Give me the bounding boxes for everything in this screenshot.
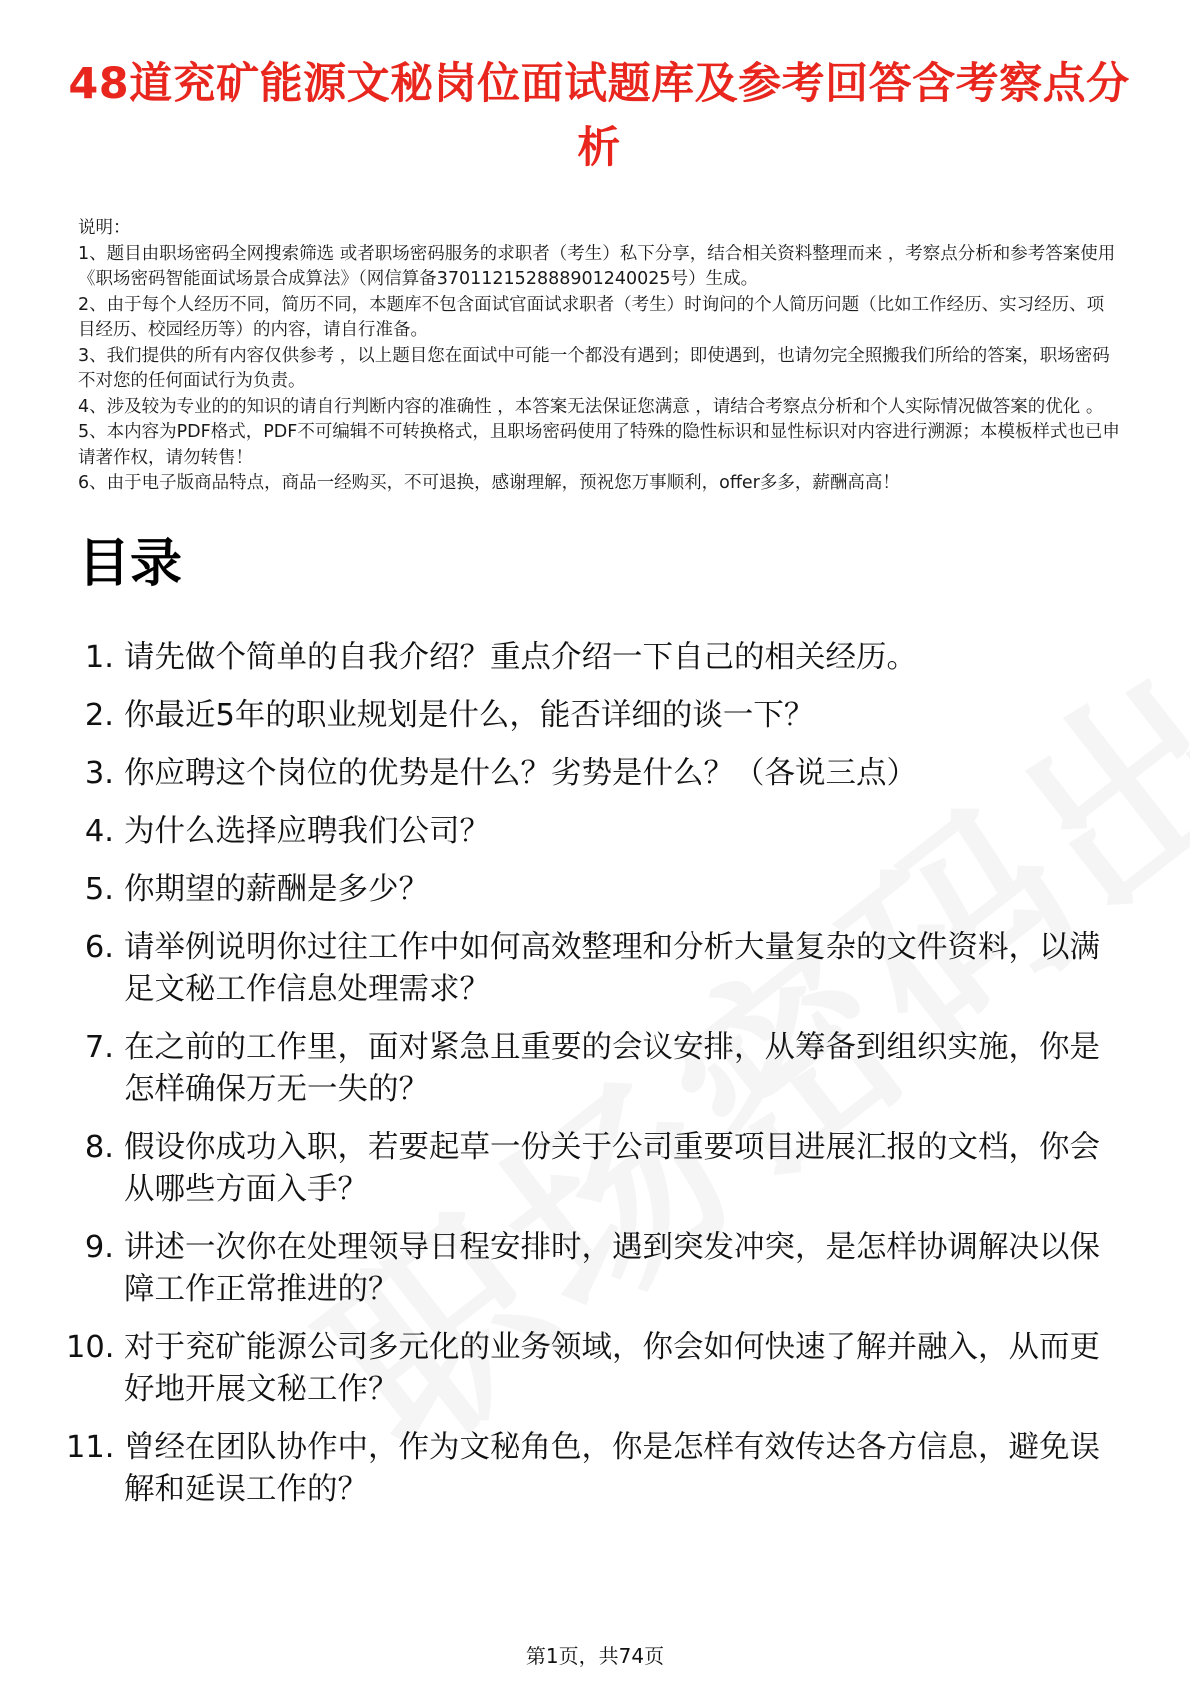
question-text: 对于兖矿能源公司多元化的业务领域，你会如何快速了解并融入，从而更好地开展文秘工作？ [124,1329,1100,1407]
question-number: 5. [84,871,114,907]
note-item-4: 4、涉及较为专业的的知识的请自行判断内容的准确性 ，本答案无法保证您满意 ，请结合考察点分析和个人实际情况做答案的优化 。 [78,396,1104,417]
question-number: 8. [84,1129,114,1165]
document-title: 48道兖矿能源文秘岗位面试题库及参考回答含考察点分析 [68,59,1130,173]
question-text: 曾经在团队协作中，作为文秘角色，你是怎样有效传达各方信息，避免误解和延误工作的？ [124,1429,1100,1507]
question-item-7[interactable] [78,1027,1120,1111]
question-text: 你最近5年的职业规划是什么，能否详细的谈一下？ [124,697,815,733]
question-item-2[interactable] [78,695,1120,737]
question-number: 1. [84,639,114,675]
toc-heading: 目录 [78,533,183,594]
question-list [66,637,1120,1511]
question-item-9[interactable] [78,1227,1120,1311]
question-item-5[interactable] [78,869,1120,911]
notes-heading: 说明： [78,218,131,238]
question-text: 讲述一次你在处理领导日程安排时，遇到突发冲突，是怎样协调解决以保障工作正常推进的？ [124,1229,1100,1307]
question-number: 6. [84,929,114,965]
page-footer: 第1页，共74页 [525,1644,665,1668]
question-number: 11. [66,1429,115,1465]
question-item-11[interactable] [66,1427,1120,1511]
question-text: 你期望的薪酬是多少？ [124,871,429,907]
question-number: 4. [84,813,114,849]
note-item-1: 1、题目由职场密码全网搜索筛选 或者职场密码服务的求职者（考生）私下分享，结合相关资料整理而来 ，考察点分析和参考答案使用《职场密码智能面试场景合成算法》（网信算备370112152888901240025号）生成。 [78,243,1116,289]
question-text: 在之前的工作里，面对紧急且重要的会议安排，从筹备到组织实施，你是怎样确保万无一失的？ [124,1029,1100,1107]
question-text: 你应聘这个岗位的优势是什么？劣势是什么？（各说三点） [124,755,917,791]
question-number: 9. [84,1229,114,1265]
question-number: 7. [84,1029,114,1065]
notes-section [78,216,1120,497]
question-item-3[interactable] [78,753,1120,795]
question-item-8[interactable] [78,1127,1120,1211]
question-number: 2. [84,697,114,733]
note-item-3: 3、我们提供的所有内容仅供参考 ，以上题目您在面试中可能一个都没有遇到；即使遇到，也请勿完全照搬我们所给的答案，职场密码不对您的任何面试行为负责。 [78,345,1110,391]
question-text: 假设你成功入职，若要起草一份关于公司重要项目进展汇报的文档，你会从哪些方面入手？ [124,1129,1100,1207]
note-item-6: 6、由于电子版商品特点，商品一经购买，不可退换，感谢理解，预祝您万事顺利，offer多多，薪酬高高！ [78,473,900,493]
note-item-5: 5、本内容为PDF格式，PDF不可编辑不可转换格式，且职场密码使用了特殊的隐性标识和显性标识对内容进行溯源；本模板样式也已申请著作权，请勿转售！ [78,422,1120,468]
question-text: 请举例说明你过往工作中如何高效整理和分析大量复杂的文件资料，以满足文秘工作信息处理需求？ [124,929,1100,1007]
question-item-10[interactable] [66,1327,1120,1411]
question-item-1[interactable] [78,637,1120,679]
note-item-2: 2、由于每个人经历不同，简历不同，本题库不包含面试官面试求职者（考生）时询问的个人简历问题（比如工作经历、实习经历、项目经历、校园经历等）的内容，请自行准备。 [78,294,1105,340]
question-text: 请先做个简单的自我介绍？重点介绍一下自己的相关经历。 [124,639,917,675]
question-item-6[interactable] [78,927,1120,1011]
question-text: 为什么选择应聘我们公司？ [124,813,490,849]
question-item-4[interactable] [78,811,1120,853]
question-number: 3. [84,755,114,791]
question-number: 10. [66,1329,115,1365]
